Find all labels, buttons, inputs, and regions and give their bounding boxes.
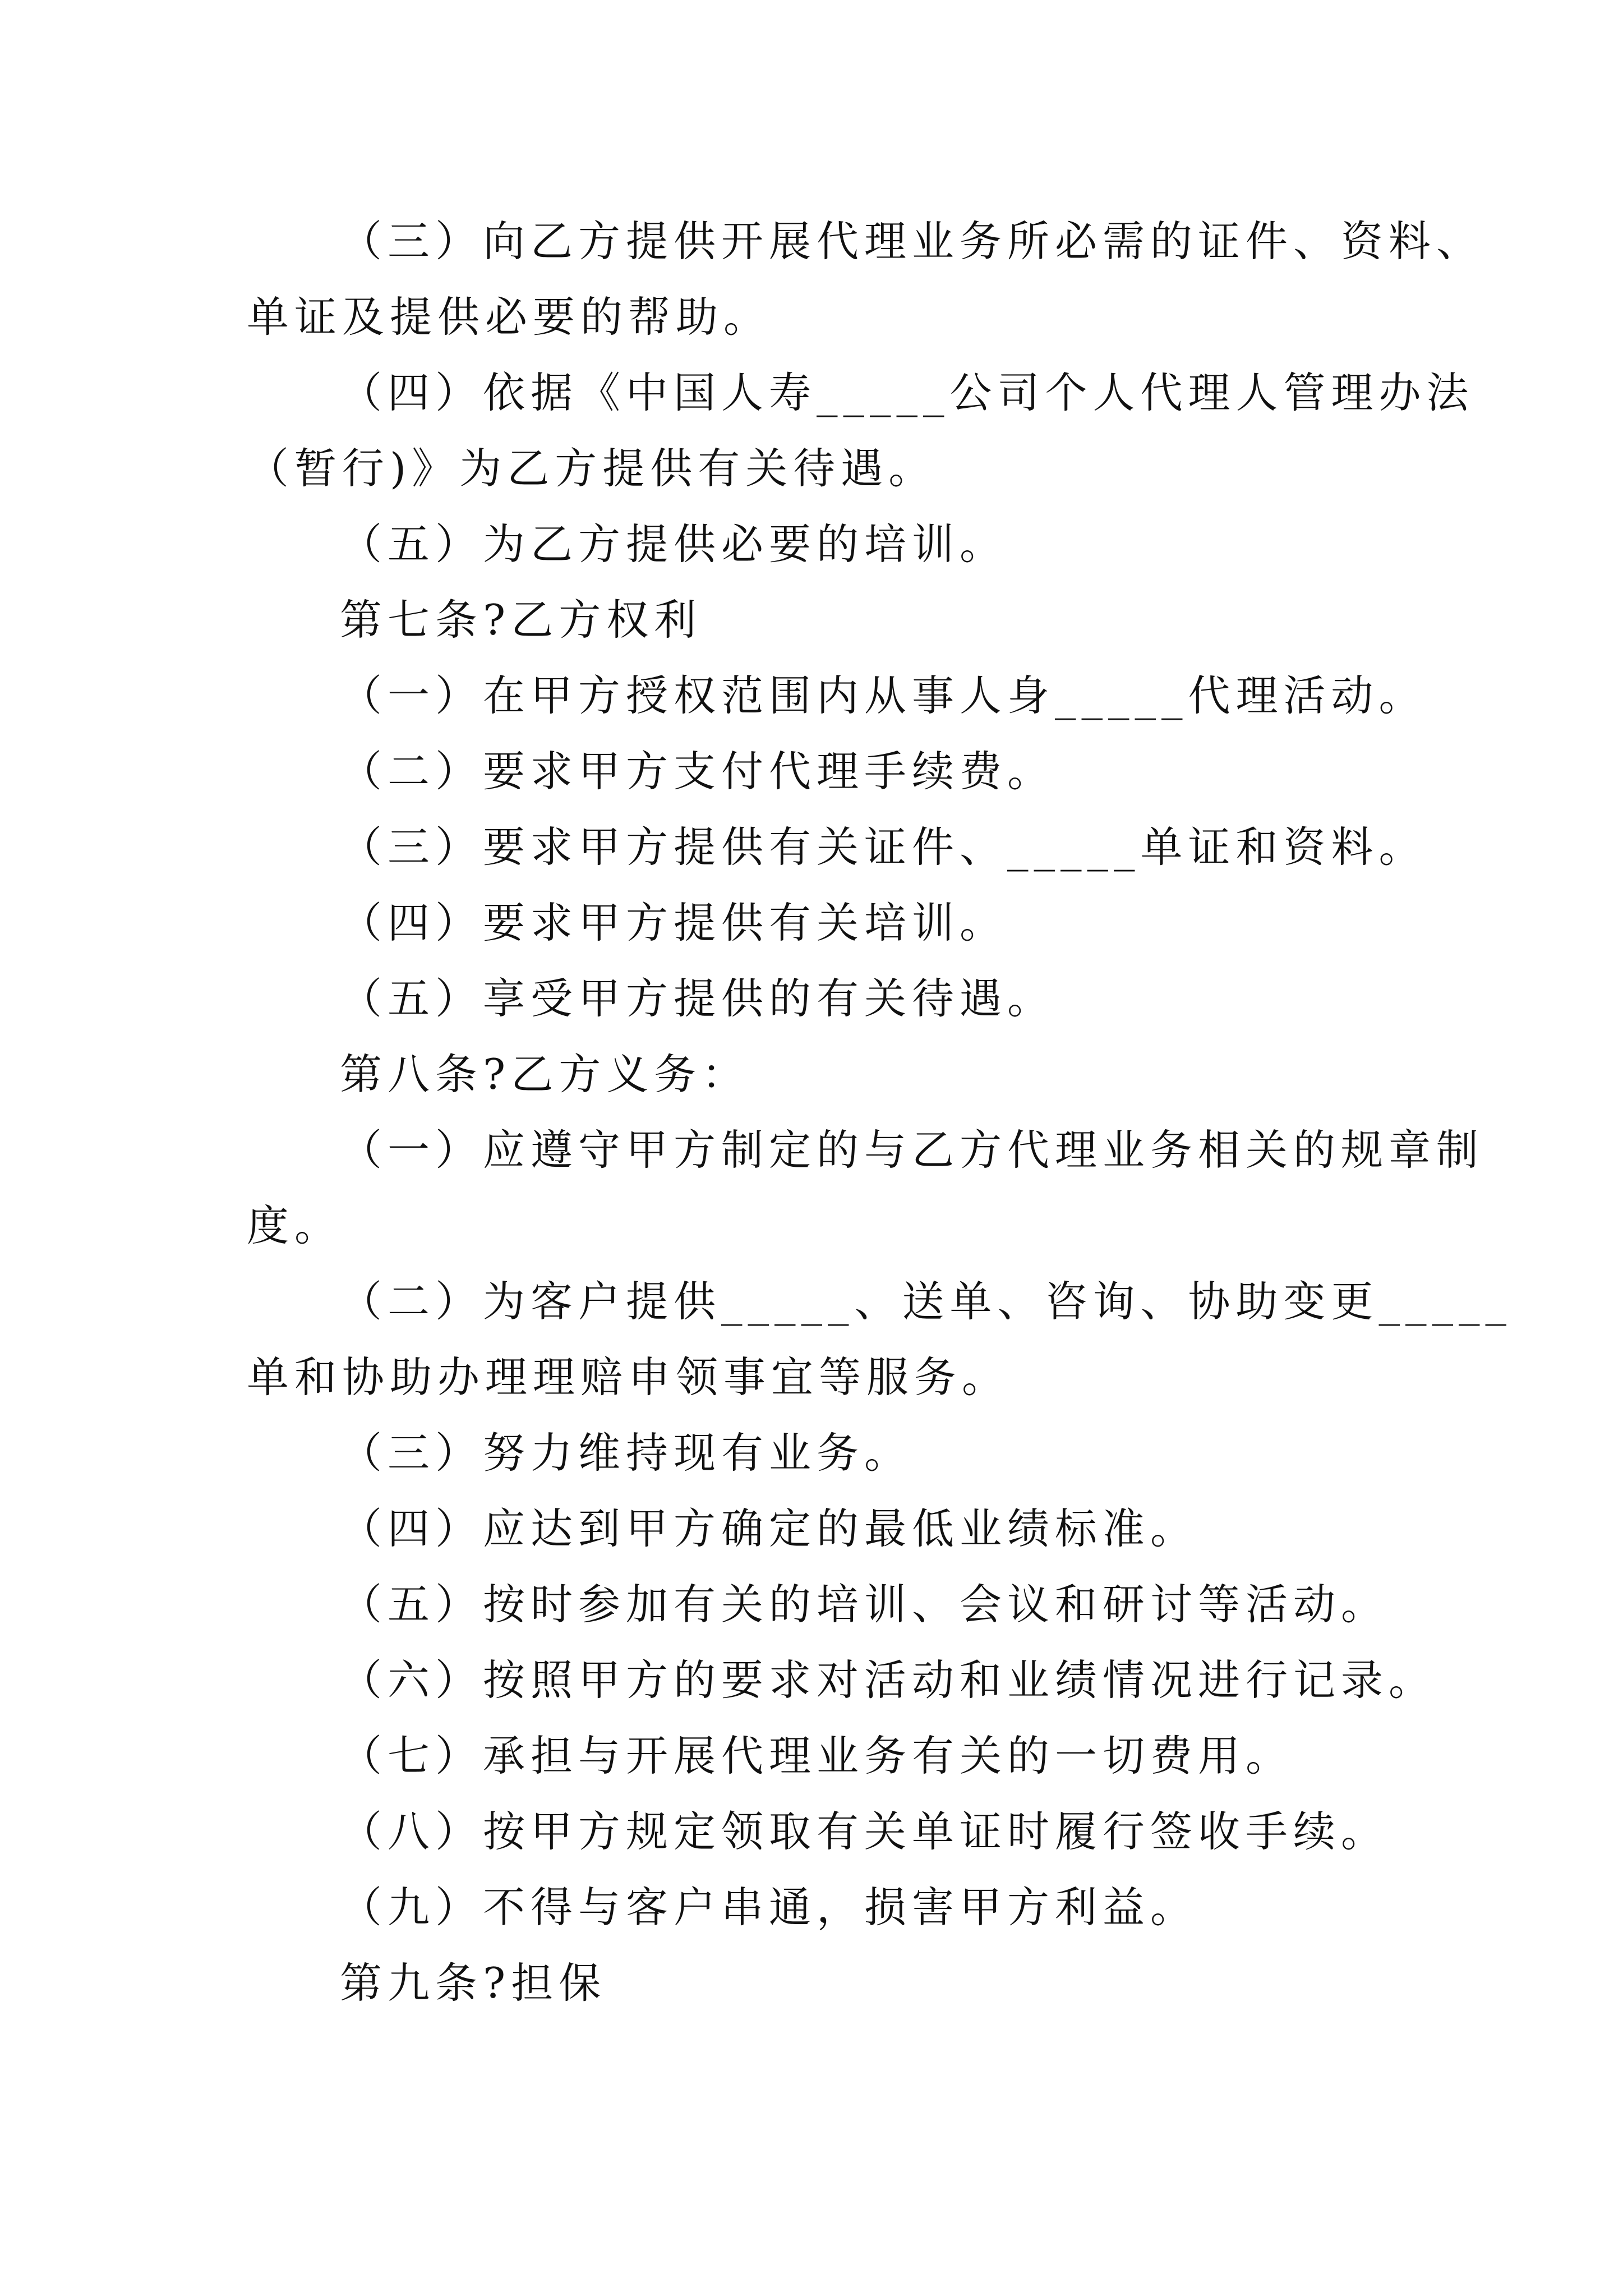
text-line: （一）在甲方授权范围内从事人身_____代理活动。 (340, 671, 1427, 720)
text-line: （七）承担与开展代理业务有关的一切费用。 (340, 1731, 1294, 1780)
text-line: （三）向乙方提供开展代理业务所必需的证件、资料、 (340, 217, 1484, 266)
text-line: （三）要求甲方提供有关证件、_____单证和资料。 (340, 822, 1427, 872)
section-heading: 第九条?担保 (340, 1958, 607, 2008)
text-line: （六）按照甲方的要求对活动和业绩情况进行记录。 (340, 1655, 1437, 1705)
section-heading: 第七条?乙方权利 (340, 595, 702, 645)
text-line: （四）要求甲方提供有关培训。 (340, 898, 1008, 947)
text-line: （暂行)》为乙方提供有关待遇。 (247, 444, 937, 493)
text-line: （五）为乙方提供必要的培训。 (340, 519, 1008, 569)
text-line: 单和协助办理理赔申领事宜等服务。 (247, 1352, 1010, 1402)
text-line: 单证及提供必要的帮助。 (247, 292, 772, 342)
text-line: （一）应遵守甲方制定的与乙方代理业务相关的规章制 (340, 1125, 1484, 1175)
text-line: （五）享受甲方提供的有关待遇。 (340, 974, 1055, 1023)
text-line: （八）按甲方规定领取有关单证时履行签收手续。 (340, 1807, 1389, 1856)
text-line: 度。 (247, 1201, 343, 1250)
text-line: （四）应达到甲方确定的最低业绩标准。 (340, 1504, 1198, 1553)
text-line: （二）要求甲方支付代理手续费。 (340, 747, 1055, 796)
text-line: （三）努力维持现有业务。 (340, 1428, 912, 1478)
text-line: （九）不得与客户串通，损害甲方利益。 (340, 1883, 1198, 1932)
section-heading: 第八条?乙方义务： (340, 1050, 750, 1099)
text-line: （五）按时参加有关的培训、会议和研讨等活动。 (340, 1580, 1389, 1629)
text-line: （四）依据《中国人寿_____公司个人代理人管理办法 (340, 368, 1474, 417)
text-line: （二）为客户提供_____、送单、咨询、协助变更_____ (340, 1277, 1513, 1326)
